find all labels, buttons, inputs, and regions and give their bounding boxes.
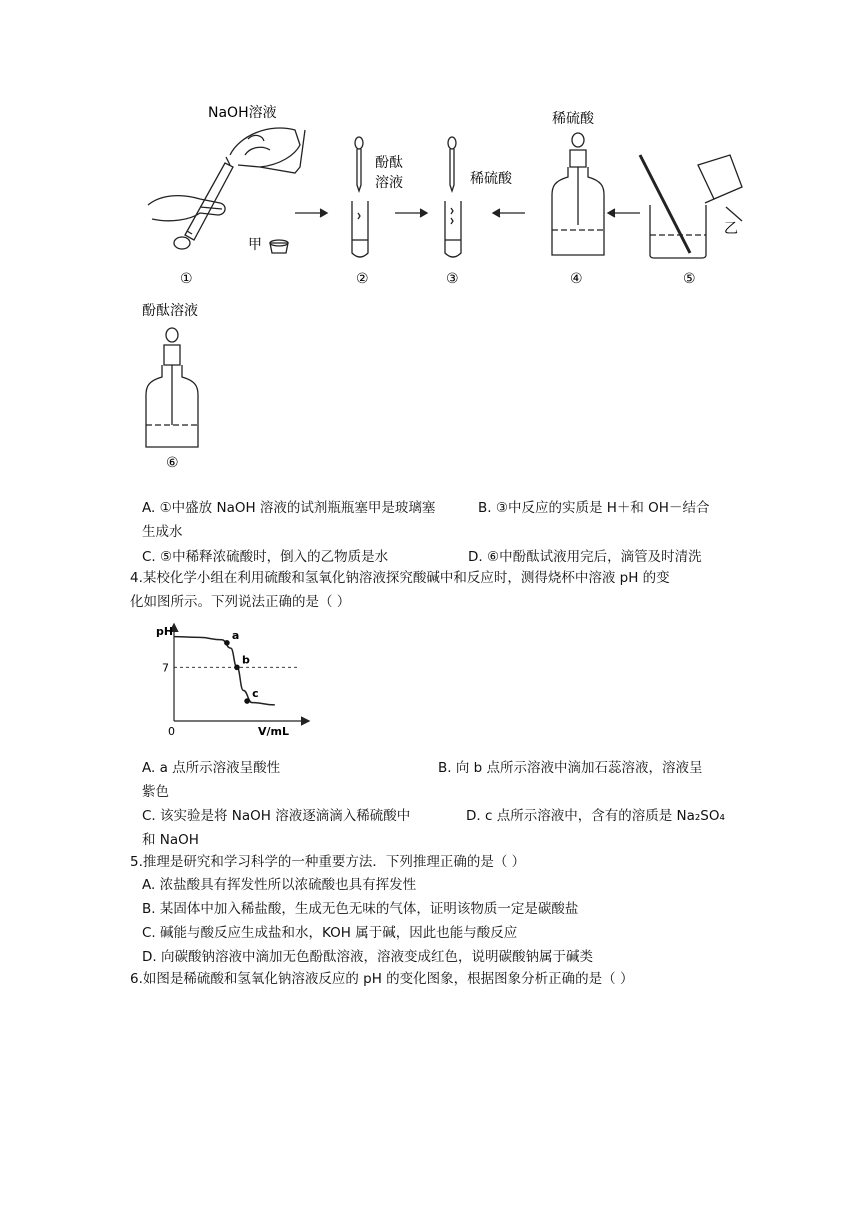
step-number-4: ④ — [570, 271, 583, 287]
step-number-6: ⑥ — [166, 455, 179, 471]
arrow-1-2 — [295, 209, 327, 217]
point-label-b: b — [242, 653, 250, 667]
step5-dilution-drawing — [640, 155, 742, 258]
label-phenolphthalein-line2: 溶液 — [375, 175, 403, 191]
q5-option-a: A. 浓盐酸具有挥发性所以浓硫酸也具有挥发性 — [142, 877, 417, 893]
q4-stem-line2: 化如图所示。下列说法正确的是（ ） — [130, 594, 351, 610]
stopper-jia-drawing — [270, 240, 288, 253]
arrow-4-3 — [493, 209, 525, 217]
ph-curve — [174, 637, 275, 705]
q4-option-b-line2: 紫色 — [142, 784, 169, 800]
label-yi: 乙 — [724, 221, 738, 237]
label-naoh-solution: NaOH溶液 — [208, 105, 277, 121]
step6-phenolphthalein-bottle-drawing — [146, 328, 198, 447]
q4-option-b-line1: B. 向 b 点所示溶液中滴加石蕊溶液，溶液呈 — [438, 760, 703, 776]
step-number-5: ⑤ — [683, 271, 696, 287]
label-dilute-sulfuric-acid-3: 稀硫酸 — [470, 171, 512, 187]
label-phenolphthalein-line1: 酚酞 — [375, 155, 403, 171]
step-number-1: ① — [180, 271, 193, 287]
ylabel: pH — [156, 625, 174, 638]
point-label-a: a — [231, 628, 240, 642]
q3-option-b-line2: 生成水 — [142, 524, 183, 540]
q4-option-c: C. 该实验是将 NaOH 溶液逐滴滴入稀硫酸中 — [142, 808, 411, 824]
arrow-2-3 — [395, 209, 427, 217]
q3-option-a: A. ①中盛放 NaOH 溶液的试剂瓶瓶塞甲是玻璃塞 — [142, 500, 436, 516]
step2-dropper-tube-drawing — [352, 137, 368, 257]
step-number-3: ③ — [446, 271, 459, 287]
q4-option-d-line2: 和 NaOH — [142, 832, 199, 848]
xlabel: V/mL — [258, 725, 290, 738]
origin-label: 0 — [168, 725, 175, 738]
ph7-label: 7 — [162, 661, 169, 675]
step1-pouring-drawing — [148, 128, 305, 249]
ph-chart — [150, 615, 320, 740]
q3-option-b-line1: B. ③中反应的实质是 H＋和 OH－结合 — [478, 500, 710, 516]
point-b — [234, 665, 240, 671]
label-dilute-sulfuric-acid-4: 稀硫酸 — [552, 111, 594, 127]
label-phenolphthalein-bottle: 酚酞溶液 — [142, 303, 198, 319]
q4-option-a: A. a 点所示溶液呈酸性 — [142, 760, 281, 776]
q4-stem-line1: 4.某校化学小组在利用硫酸和氢氧化钠溶液探究酸碱中和反应时，测得烧杯中溶液 pH 的变 — [130, 570, 670, 586]
point-c — [244, 698, 250, 704]
point-a — [224, 640, 230, 646]
arrow-5-4 — [608, 209, 640, 217]
q4-option-d-line1: D. c 点所示溶液中，含有的溶质是 Na₂SO₄ — [466, 808, 725, 824]
step3-dropper-tube-drawing — [445, 137, 461, 257]
q5-option-d: D. 向碳酸钠溶液中滴加无色酚酞溶液，溶液变成红色，说明碳酸钠属于碱类 — [142, 949, 593, 965]
label-jia: 甲 — [248, 237, 262, 253]
experiment-figure — [130, 95, 770, 475]
q3-option-c: C. ⑤中稀释浓硫酸时，倒入的乙物质是水 — [142, 549, 389, 565]
q3-option-d: D. ⑥中酚酞试液用完后，滴管及时清洗 — [468, 549, 702, 565]
step-number-2: ② — [356, 271, 369, 287]
q5-stem: 5.推理是研究和学习科学的一种重要方法．下列推理正确的是（ ） — [130, 854, 526, 870]
q5-option-c: C. 碱能与酸反应生成盐和水，KOH 属于碱，因此也能与酸反应 — [142, 925, 518, 941]
point-label-c: c — [252, 687, 259, 701]
q5-option-b: B. 某固体中加入稀盐酸，生成无色无味的气体，证明该物质一定是碳酸盐 — [142, 901, 579, 917]
step4-reagent-bottle-drawing — [552, 133, 604, 255]
q6-stem: 6.如图是稀硫酸和氢氧化钠溶液反应的 pH 的变化图象，根据图象分析正确的是（ ） — [130, 971, 634, 987]
